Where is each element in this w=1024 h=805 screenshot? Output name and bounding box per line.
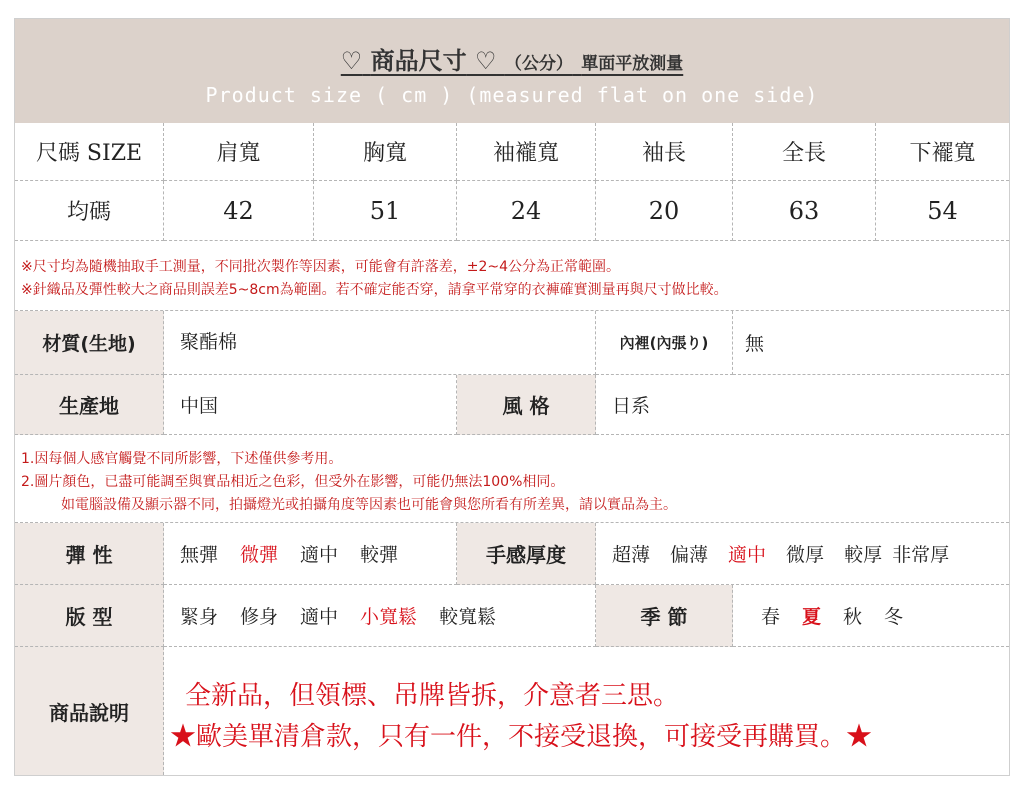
size-header-cell: 袖襱寬 [457,123,596,181]
title-unit: （公分） [504,54,573,74]
thickness-label: 手感厚度 [457,523,596,585]
fit-option: 較寬鬆 [439,606,497,628]
color-notes [15,435,1009,523]
description-label: 商品說明 [15,647,164,775]
elasticity-option: 較彈 [360,544,399,566]
heart-icon: ♡ [475,47,497,75]
size-header-cell: 肩寬 [164,123,314,181]
thickness-option: 微厚 [786,544,825,566]
lining-value: 無 [733,311,1009,375]
thickness-options [596,523,1009,585]
size-chart-card [14,18,1010,776]
material-label: 材質(生地) [15,311,164,375]
elasticity-option: 適中 [300,544,339,566]
size-header-cell: 下襬寬 [876,123,1009,181]
title-banner [15,19,1009,123]
season-option: 秋 [843,606,863,628]
color-note: 如電腦設備及顯示器不同，拍攝燈光或拍攝角度等因素也可能會與您所看有所差異，請以實品為主。 [61,497,677,513]
size-value-cell: 42 [164,181,314,241]
size-header-cell: 尺碼 SIZE [15,123,164,181]
size-notes [15,241,1009,311]
lining-label: 內裡(內張り) [596,311,733,375]
size-value-cell: 63 [733,181,876,241]
size-value-cell: 24 [457,181,596,241]
thickness-option: 非常厚 [892,544,950,566]
elasticity-label: 彈 性 [15,523,164,585]
chart-title [15,41,1009,76]
season-label: 季 節 [596,585,733,647]
title-method: 單面平放測量 [581,54,684,74]
fit-option: 修身 [240,606,279,628]
thickness-option-selected: 適中 [728,544,767,566]
fit-option: 緊身 [180,606,219,628]
style-value: 日系 [596,375,1009,435]
origin-value: 中国 [164,375,457,435]
size-value-cell: 20 [596,181,733,241]
size-note: ※針織品及彈性較大之商品則誤差5~8cm為範圍。若不確定能否穿，請拿平常穿的衣褲確實測量再與尺寸做比較。 [21,282,728,298]
chart-subtitle: Product size ( cm ) (measured flat on one side) [205,83,819,107]
fit-option-selected: 小寬鬆 [360,606,418,628]
season-option: 冬 [884,606,904,628]
season-option-selected: 夏 [802,606,822,628]
thickness-option: 超薄 [612,544,651,566]
season-option: 春 [761,606,781,628]
elasticity-option-selected: 微彈 [240,544,279,566]
origin-label: 生產地 [15,375,164,435]
description-line: 全新品，但領標、吊牌皆拆，介意者三思。 [185,681,680,711]
thickness-option: 較厚 [844,544,883,566]
season-options [733,585,1009,647]
size-value-cell: 均碼 [15,181,164,241]
size-value-cell: 54 [876,181,1009,241]
elasticity-option: 無彈 [180,544,219,566]
size-value-cell: 51 [314,181,457,241]
color-note: 1.因每個人感官觸覺不同所影響，下述僅供參考用。 [21,451,343,467]
size-header-cell: 袖長 [596,123,733,181]
style-label: 風 格 [457,375,596,435]
fit-label: 版 型 [15,585,164,647]
material-value: 聚酯棉 [164,311,596,375]
elasticity-options [164,523,457,585]
size-note: ※尺寸均為隨機抽取手工測量，不同批次製作等因素，可能會有許落差，±2~4公分為正常範圍。 [21,259,621,275]
fit-option: 適中 [300,606,339,628]
fit-options [164,585,596,647]
color-note: 2.圖片顏色，已盡可能調至與實品相近之色彩，但受外在影響，可能仍無法100%相同。 [21,474,565,490]
title-main: 商品尺寸 [370,47,467,75]
heart-icon: ♡ [340,47,363,75]
description-line: ★歐美單清倉款，只有一件，不接受退換，可接受再購買。★ [170,722,873,752]
size-header-cell: 胸寬 [314,123,457,181]
size-header-cell: 全長 [733,123,876,181]
thickness-option: 偏薄 [670,544,709,566]
